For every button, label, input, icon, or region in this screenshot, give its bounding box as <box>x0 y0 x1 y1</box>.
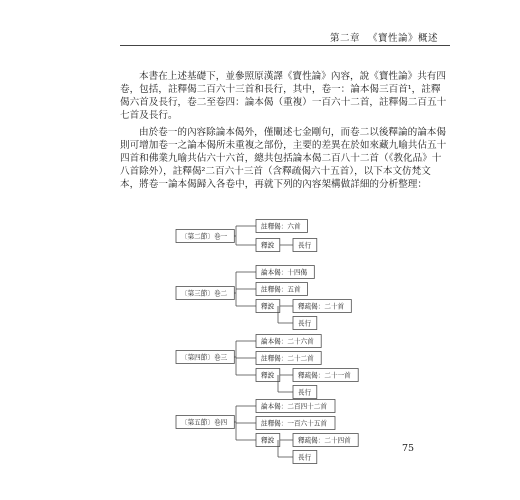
section-1-root-label: 〔第二節〕卷一 <box>181 232 228 241</box>
section-2-item-1 <box>256 266 314 279</box>
section-3-item-3 <box>256 369 280 382</box>
paragraph-1: 本書在上述基礎下，並參照原漢譯《寶性論》內容，說《寶性論》共有四卷，包括，註釋偈二百六十三首和長行，其中，卷一：論本偈三百首¹，註釋偈六首及長行，卷二至卷四：論本偈（重複）一百六十二首，註釋偈二百五十七首及長行。 <box>120 71 447 121</box>
section-2-root <box>176 287 234 300</box>
section-3-root-label: 〔第四節〕卷三 <box>181 353 228 362</box>
section-2-item-3-label: 釋說 <box>261 302 275 311</box>
section-3-sub-item-1 <box>293 369 358 382</box>
section-3-item-3-label: 釋說 <box>261 371 275 380</box>
section-4-sub-item-2 <box>293 451 317 464</box>
section-1-item-2 <box>256 239 280 252</box>
section-4-item-2 <box>256 417 335 430</box>
section-4-item-1-label: 論本偈：二百四十二首 <box>261 402 327 411</box>
section-4-item-2-label: 註釋偈：一百六十五首 <box>261 419 327 428</box>
section-3-root <box>176 351 234 364</box>
section-3-sub-item-2 <box>293 386 317 399</box>
section-2-item-2-label: 註釋偈：五首 <box>261 285 301 294</box>
section-2-root-label: 〔第三節〕卷二 <box>181 289 228 298</box>
section-3-sub-item-1-label: 釋疏偈：二十一首 <box>298 371 351 380</box>
section-1-item-2-label: 釋說 <box>261 241 275 250</box>
section-4-root-label: 〔第五節〕卷四 <box>181 418 228 427</box>
section-3-item-2-label: 註釋偈：二十二首 <box>261 354 314 363</box>
chapter-label: 第二章 <box>329 33 360 44</box>
section-1-item-1 <box>256 220 307 233</box>
section-2-sub-item-2-label: 長行 <box>298 319 312 328</box>
section-4-item-3 <box>256 434 280 447</box>
section-1-root <box>176 230 234 243</box>
section-2-item-2 <box>256 283 307 296</box>
section-2-item-1-label: 論本偈：十四偈 <box>261 268 308 277</box>
section-2-item-3 <box>256 300 280 313</box>
section-2-sub-item-1-label: 釋疏偈：二十首 <box>298 302 345 311</box>
section-4-sub-item-2-label: 長行 <box>298 453 312 462</box>
section-3-item-2 <box>256 352 321 365</box>
section-2-sub-item-2 <box>293 317 317 330</box>
section-4-item-1 <box>256 400 335 413</box>
section-3-item-1-label: 論本偈：二十六首 <box>261 337 314 346</box>
section-4-sub-item-1 <box>293 434 358 447</box>
section-1-sub-item-1 <box>293 239 317 252</box>
section-3-item-1 <box>256 335 321 348</box>
chapter-title: 《寶性論》概述 <box>367 33 438 44</box>
section-2-sub-item-1 <box>293 300 351 313</box>
section-1-sub-item-1-label: 長行 <box>298 241 312 250</box>
section-4-sub-item-1-label: 釋疏偈：二十四首 <box>298 436 351 445</box>
section-3-sub-item-2-label: 長行 <box>298 388 312 397</box>
paragraph-2: 由於卷一的內容除論本偈外，僅闡述七金剛句，而卷二以後釋論的論本偈則可增加卷一之論本偈所未重複之部份，主要的差異在於如來藏九喻共佔五十四首和佛業九喻共佔六十六首，總共包括論本偈二百八十二首（《教化品》十八首除外），註釋偈²二百六十三首（含釋疏偈六十五首），以下本文仿梵文本，將卷一論本偈歸入各卷中，再就下列的內容架構做詳細的分析整理： <box>120 127 447 190</box>
section-4-root <box>176 416 234 429</box>
page-number: 75 <box>402 443 415 454</box>
section-4-item-3-label: 釋說 <box>261 436 275 445</box>
section-1-item-1-label: 註釋偈：六首 <box>261 222 301 231</box>
